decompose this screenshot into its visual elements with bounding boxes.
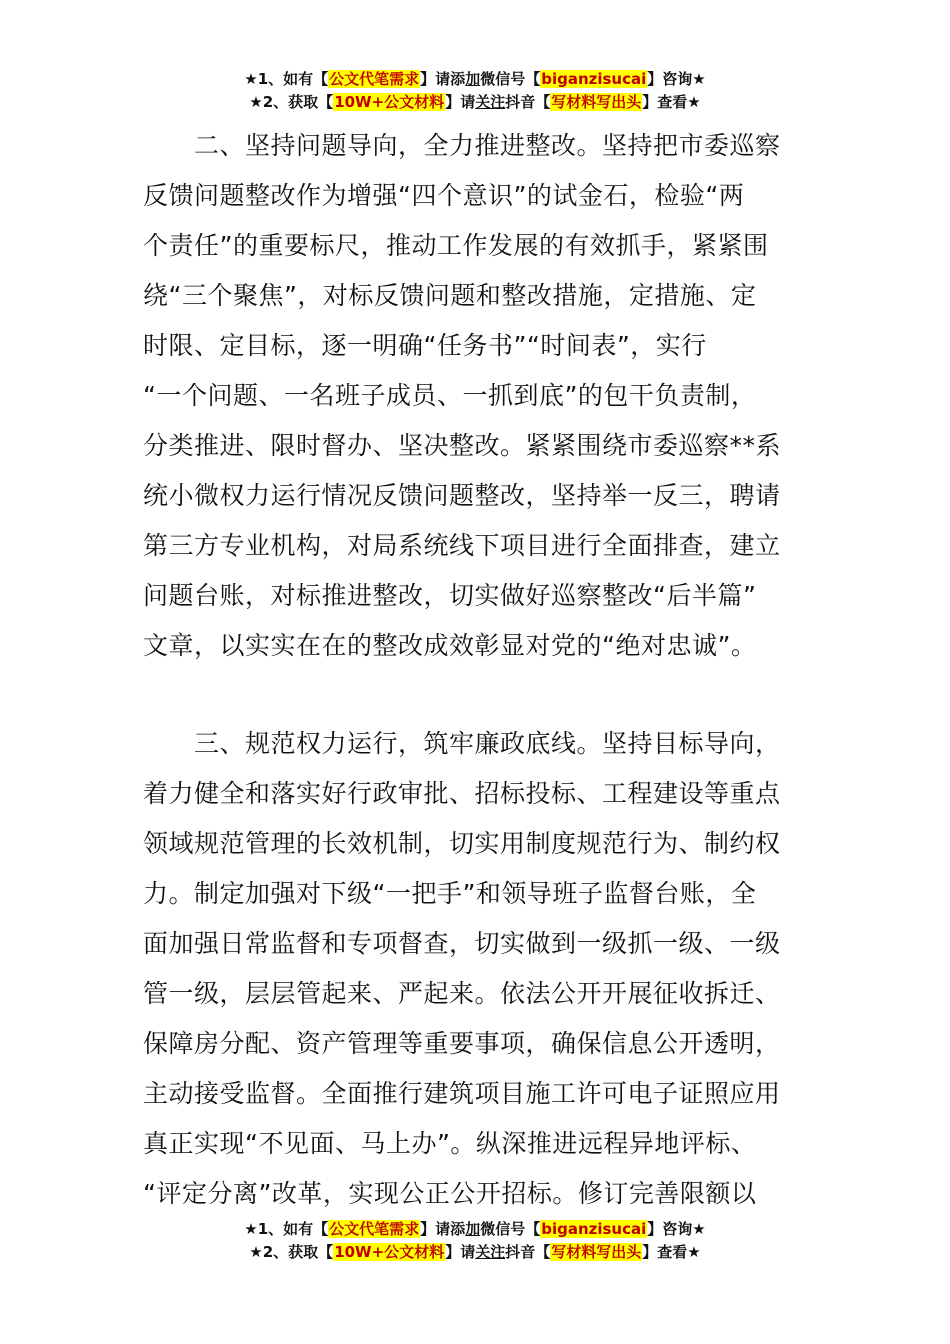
- paragraph-line: “一个问题、一名班子成员、一抓到底”的包干负责制，: [143, 381, 757, 410]
- banner-text: 微信号【: [480, 70, 541, 88]
- banner-text: 】咨询★: [647, 1220, 706, 1238]
- banner-text: 】查看★: [642, 93, 701, 111]
- paragraph-line: 主动接受监督。全面推行建筑项目施工许可电子证照应用: [143, 1079, 781, 1108]
- banner-text: ★1、如有【: [244, 1220, 329, 1238]
- paragraph-line: 管一级，层层管起来、严起来。依法公开开展征收拆迁、: [143, 979, 781, 1008]
- paragraph-problem-rectification: [143, 121, 808, 671]
- paragraph-line: 分类推进、限时督办、坚决整改。紧紧围绕市委巡察**系: [143, 431, 782, 460]
- header-banner: [0, 68, 950, 114]
- highlight-douyin-account: 写材料写出头: [551, 93, 642, 111]
- paragraph-line: 绕“三个聚焦”，对标反馈问题和整改措施，定措施、定: [143, 281, 757, 310]
- paragraph-line: 二、坚持问题导向，全力推进整改。坚持把市委巡察: [143, 131, 781, 160]
- paragraph-line: 保障房分配、资产管理等重要事项，确保信息公开透明，: [143, 1029, 781, 1058]
- banner-text-underlined: 关注: [475, 1243, 506, 1261]
- highlight-service: 公文代笔需求: [329, 70, 420, 88]
- paragraph-line: 个责任”的重要标尺，推动工作发展的有效抓手，紧紧围: [143, 231, 769, 260]
- paragraph-line: 领域规范管理的长效机制，切实用制度规范行为、制约权: [143, 829, 781, 858]
- banner-text: 抖音【: [505, 1243, 551, 1261]
- banner-text-underlined: 关注: [475, 93, 506, 111]
- highlight-materials: 10W+公文材料: [334, 1243, 445, 1261]
- banner-line-2: [0, 91, 950, 114]
- paragraph-line: 真正实现“不见面、马上办”。纵深推进远程异地评标、: [143, 1129, 757, 1158]
- paragraph-line: 力。制定加强对下级“一把手”和领导班子监督台账，全: [143, 879, 757, 908]
- paragraph-line: 面加强日常监督和专项督查，切实做到一级抓一级、一级: [143, 929, 781, 958]
- banner-line-1: [0, 68, 950, 91]
- paragraph-line: 文章，以实实在在的整改成效彰显对党的“绝对忠诚”。: [143, 631, 757, 660]
- banner-text: 】请添: [420, 70, 466, 88]
- banner-text: 抖音【: [505, 93, 551, 111]
- highlight-douyin-account: 写材料写出头: [551, 1243, 642, 1261]
- banner-line-1: [0, 1218, 950, 1241]
- banner-text: 】咨询★: [647, 70, 706, 88]
- paragraph-line: 着力健全和落实好行政审批、招标投标、工程建设等重点: [143, 779, 781, 808]
- paragraph-power-regulation: [143, 719, 808, 1219]
- banner-text: 】请: [445, 93, 476, 111]
- banner-text: 】查看★: [642, 1243, 701, 1261]
- banner-text: ★2、获取【: [249, 1243, 334, 1261]
- banner-text: 】请添: [420, 1220, 466, 1238]
- highlight-wechat-id: biganzisucai: [541, 70, 647, 88]
- highlight-wechat-id: biganzisucai: [541, 1220, 647, 1238]
- paragraph-line: 统小微权力运行情况反馈问题整改，坚持举一反三，聘请: [143, 481, 781, 510]
- paragraph-line: 问题台账，对标推进整改，切实做好巡察整改“后半篇”: [143, 581, 757, 610]
- paragraph-line: 第三方专业机构，对局系统线下项目进行全面排查，建立: [143, 531, 781, 560]
- banner-text: ★2、获取【: [249, 93, 334, 111]
- paragraph-line: “评定分离”改革，实现公正公开招标。修订完善限额以: [143, 1179, 757, 1208]
- paragraph-line: 反馈问题整改作为增强“四个意识”的试金石，检验“两: [143, 181, 745, 210]
- banner-text: ★1、如有【: [244, 70, 329, 88]
- paragraph-line: 三、规范权力运行，筑牢廉政底线。坚持目标导向，: [143, 729, 781, 758]
- paragraph-line: 时限、定目标，逐一明确“任务书”“时间表”，实行: [143, 331, 707, 360]
- banner-text: 】请: [445, 1243, 476, 1261]
- banner-text-underlined: 加: [465, 1220, 481, 1238]
- banner-text-underlined: 加: [465, 70, 481, 88]
- highlight-materials: 10W+公文材料: [334, 93, 445, 111]
- banner-text: 微信号【: [480, 1220, 541, 1238]
- footer-banner: [0, 1218, 950, 1264]
- highlight-service: 公文代笔需求: [329, 1220, 420, 1238]
- banner-line-2: [0, 1241, 950, 1264]
